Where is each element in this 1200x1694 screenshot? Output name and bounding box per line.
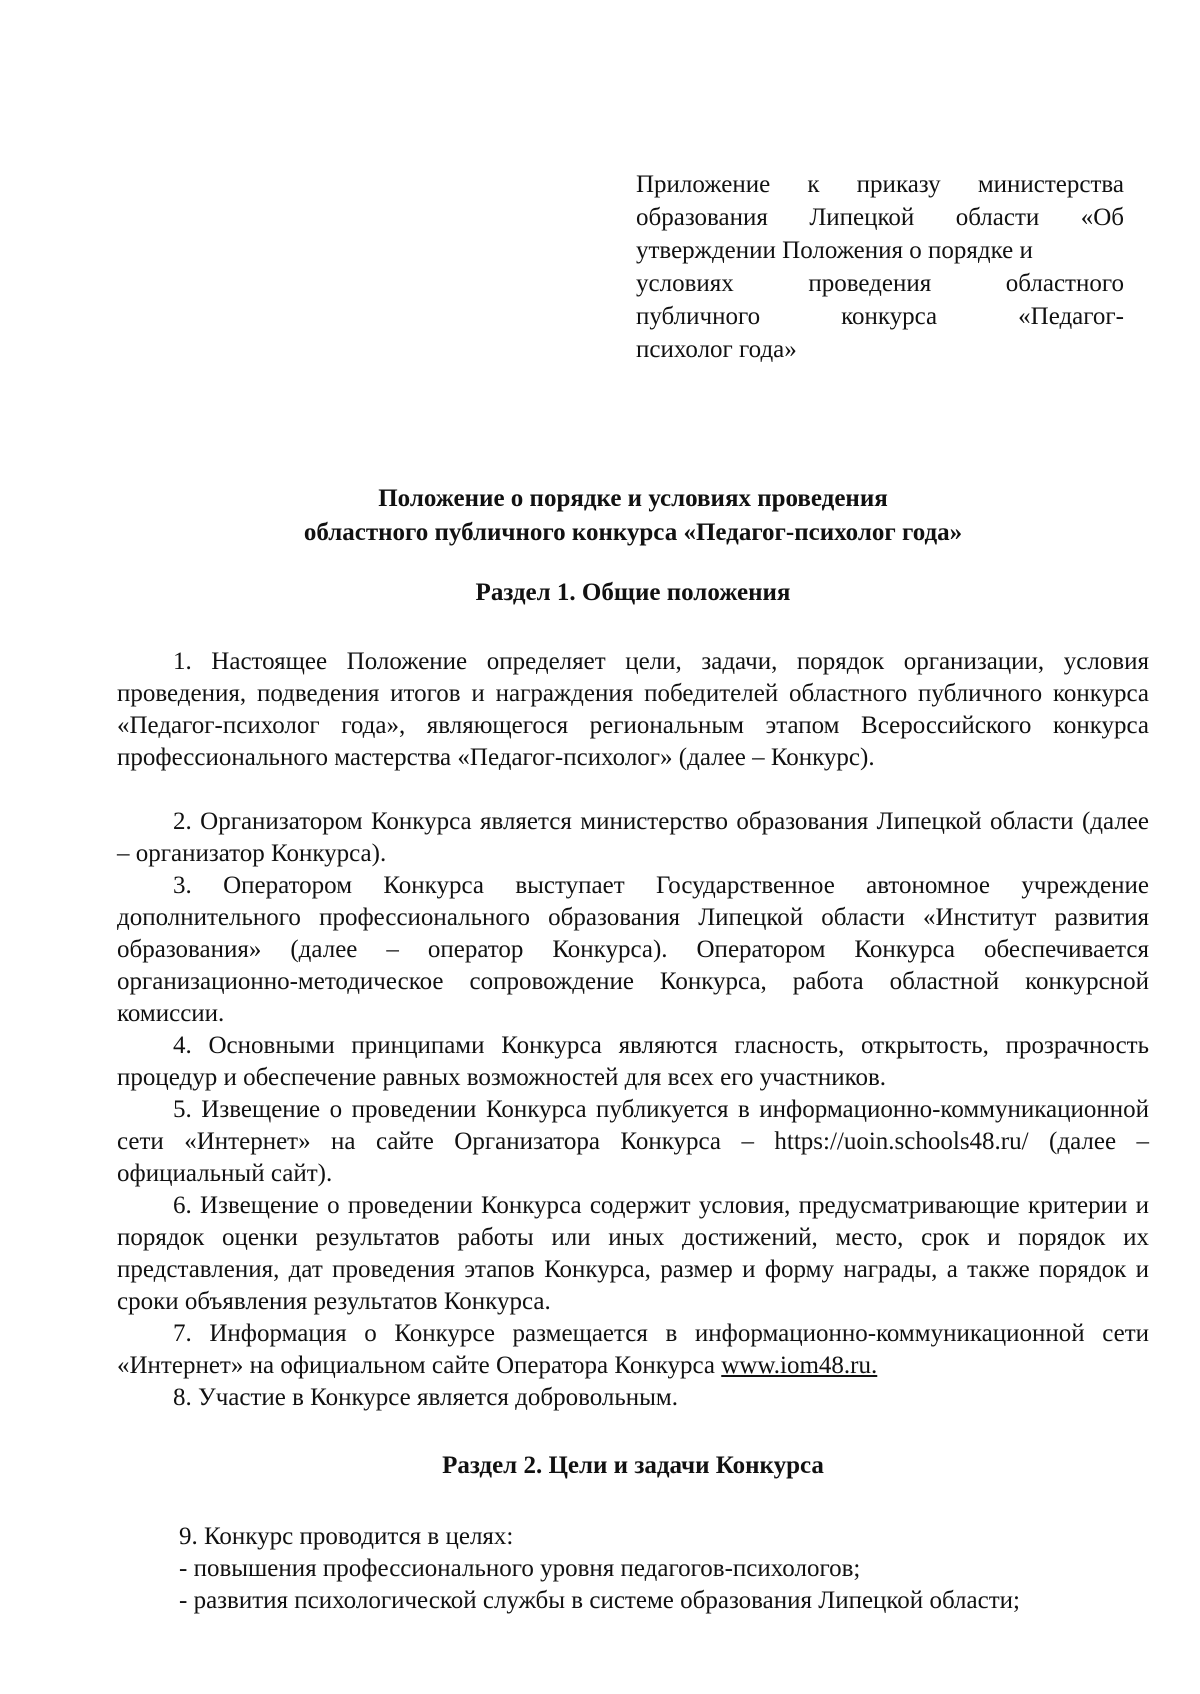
operator-site-link[interactable]: www.iom48.ru. <box>721 1352 878 1379</box>
paragraph-5: 5. Извещение о проведении Конкурса публикуется в информационно-коммуникационной сети «Интернет» на сайте Организатора Конкурса – https://uoin.schools48.ru/ (далее – официальный сайт). <box>117 1096 1149 1187</box>
paragraph-7-text: 7. Информация о Конкурсе размещается в информационно-коммуникационной сети «Интернет» на официальном сайте Оператора Конкурса <box>117 1320 1149 1379</box>
list-item: - развития психологической службы в системе образования Липецкой области; <box>179 1587 1020 1614</box>
paragraph-6: 6. Извещение о проведении Конкурса содержит условия, предусматривающие критерии и порядок оценки результатов работы или иных достижений, место, срок и порядок их представления, дат проведения этапов Конкурса, размер и форму награды, а также порядок и сроки объявления результатов Конкурса. <box>117 1192 1149 1315</box>
paragraph-7 <box>117 1318 1149 1382</box>
appendix-line: образования Липецкой области «Об <box>636 204 1124 231</box>
document-title <box>117 482 1149 550</box>
list-item: - повышения профессионального уровня педагогов-психологов; <box>179 1555 861 1582</box>
appendix-line: утверждении Положения о порядке и <box>636 237 1033 264</box>
section-1-heading: Раздел 1. Общие положения <box>475 579 791 606</box>
appendix-line: психолог года» <box>636 336 797 363</box>
list-item: 9. Конкурс проводится в целях: <box>179 1523 514 1550</box>
paragraph-4: 4. Основными принципами Конкурса являются гласность, открытость, прозрачность процедур и обеспечение равных возможностей для всех его участников. <box>117 1032 1149 1091</box>
paragraph-2: 2. Организатором Конкурса является министерство образования Липецкой области (далее – организатор Конкурса). <box>117 808 1149 867</box>
appendix-line: публичного конкурса «Педагог- <box>636 303 1124 330</box>
appendix-line: Приложение к приказу министерства <box>636 171 1124 198</box>
section-2-heading: Раздел 2. Цели и задачи Конкурса <box>442 1452 824 1479</box>
paragraph-3: 3. Оператором Конкурса выступает Государственное автономное учреждение дополнительного профессионального образования Липецкой области «Институт развития образования» (далее – оператор Конкурса). Оператором Конкурса обеспечивается организационно-методическое сопровождение Конкурса, работа областной конкурсной комиссии. <box>117 872 1149 1027</box>
paragraph-8: 8. Участие в Конкурсе является добровольным. <box>173 1384 679 1411</box>
title-line-1: Положение о порядке и условиях проведения <box>378 485 888 512</box>
appendix-line: условиях проведения областного <box>636 270 1124 297</box>
appendix-note <box>636 168 1124 366</box>
goals-list <box>117 1521 1149 1617</box>
paragraph-1: 1. Настоящее Положение определяет цели, задачи, порядок организации, условия проведения, подведения итогов и награждения победителей областного публичного конкурса «Педагог-психолог года», являющегося региональным этапом Всероссийского конкурса профессионального мастерства «Педагог-психолог» (далее – Конкурс). <box>117 648 1149 771</box>
title-line-2: областного публичного конкурса «Педагог-психолог года» <box>303 519 963 546</box>
